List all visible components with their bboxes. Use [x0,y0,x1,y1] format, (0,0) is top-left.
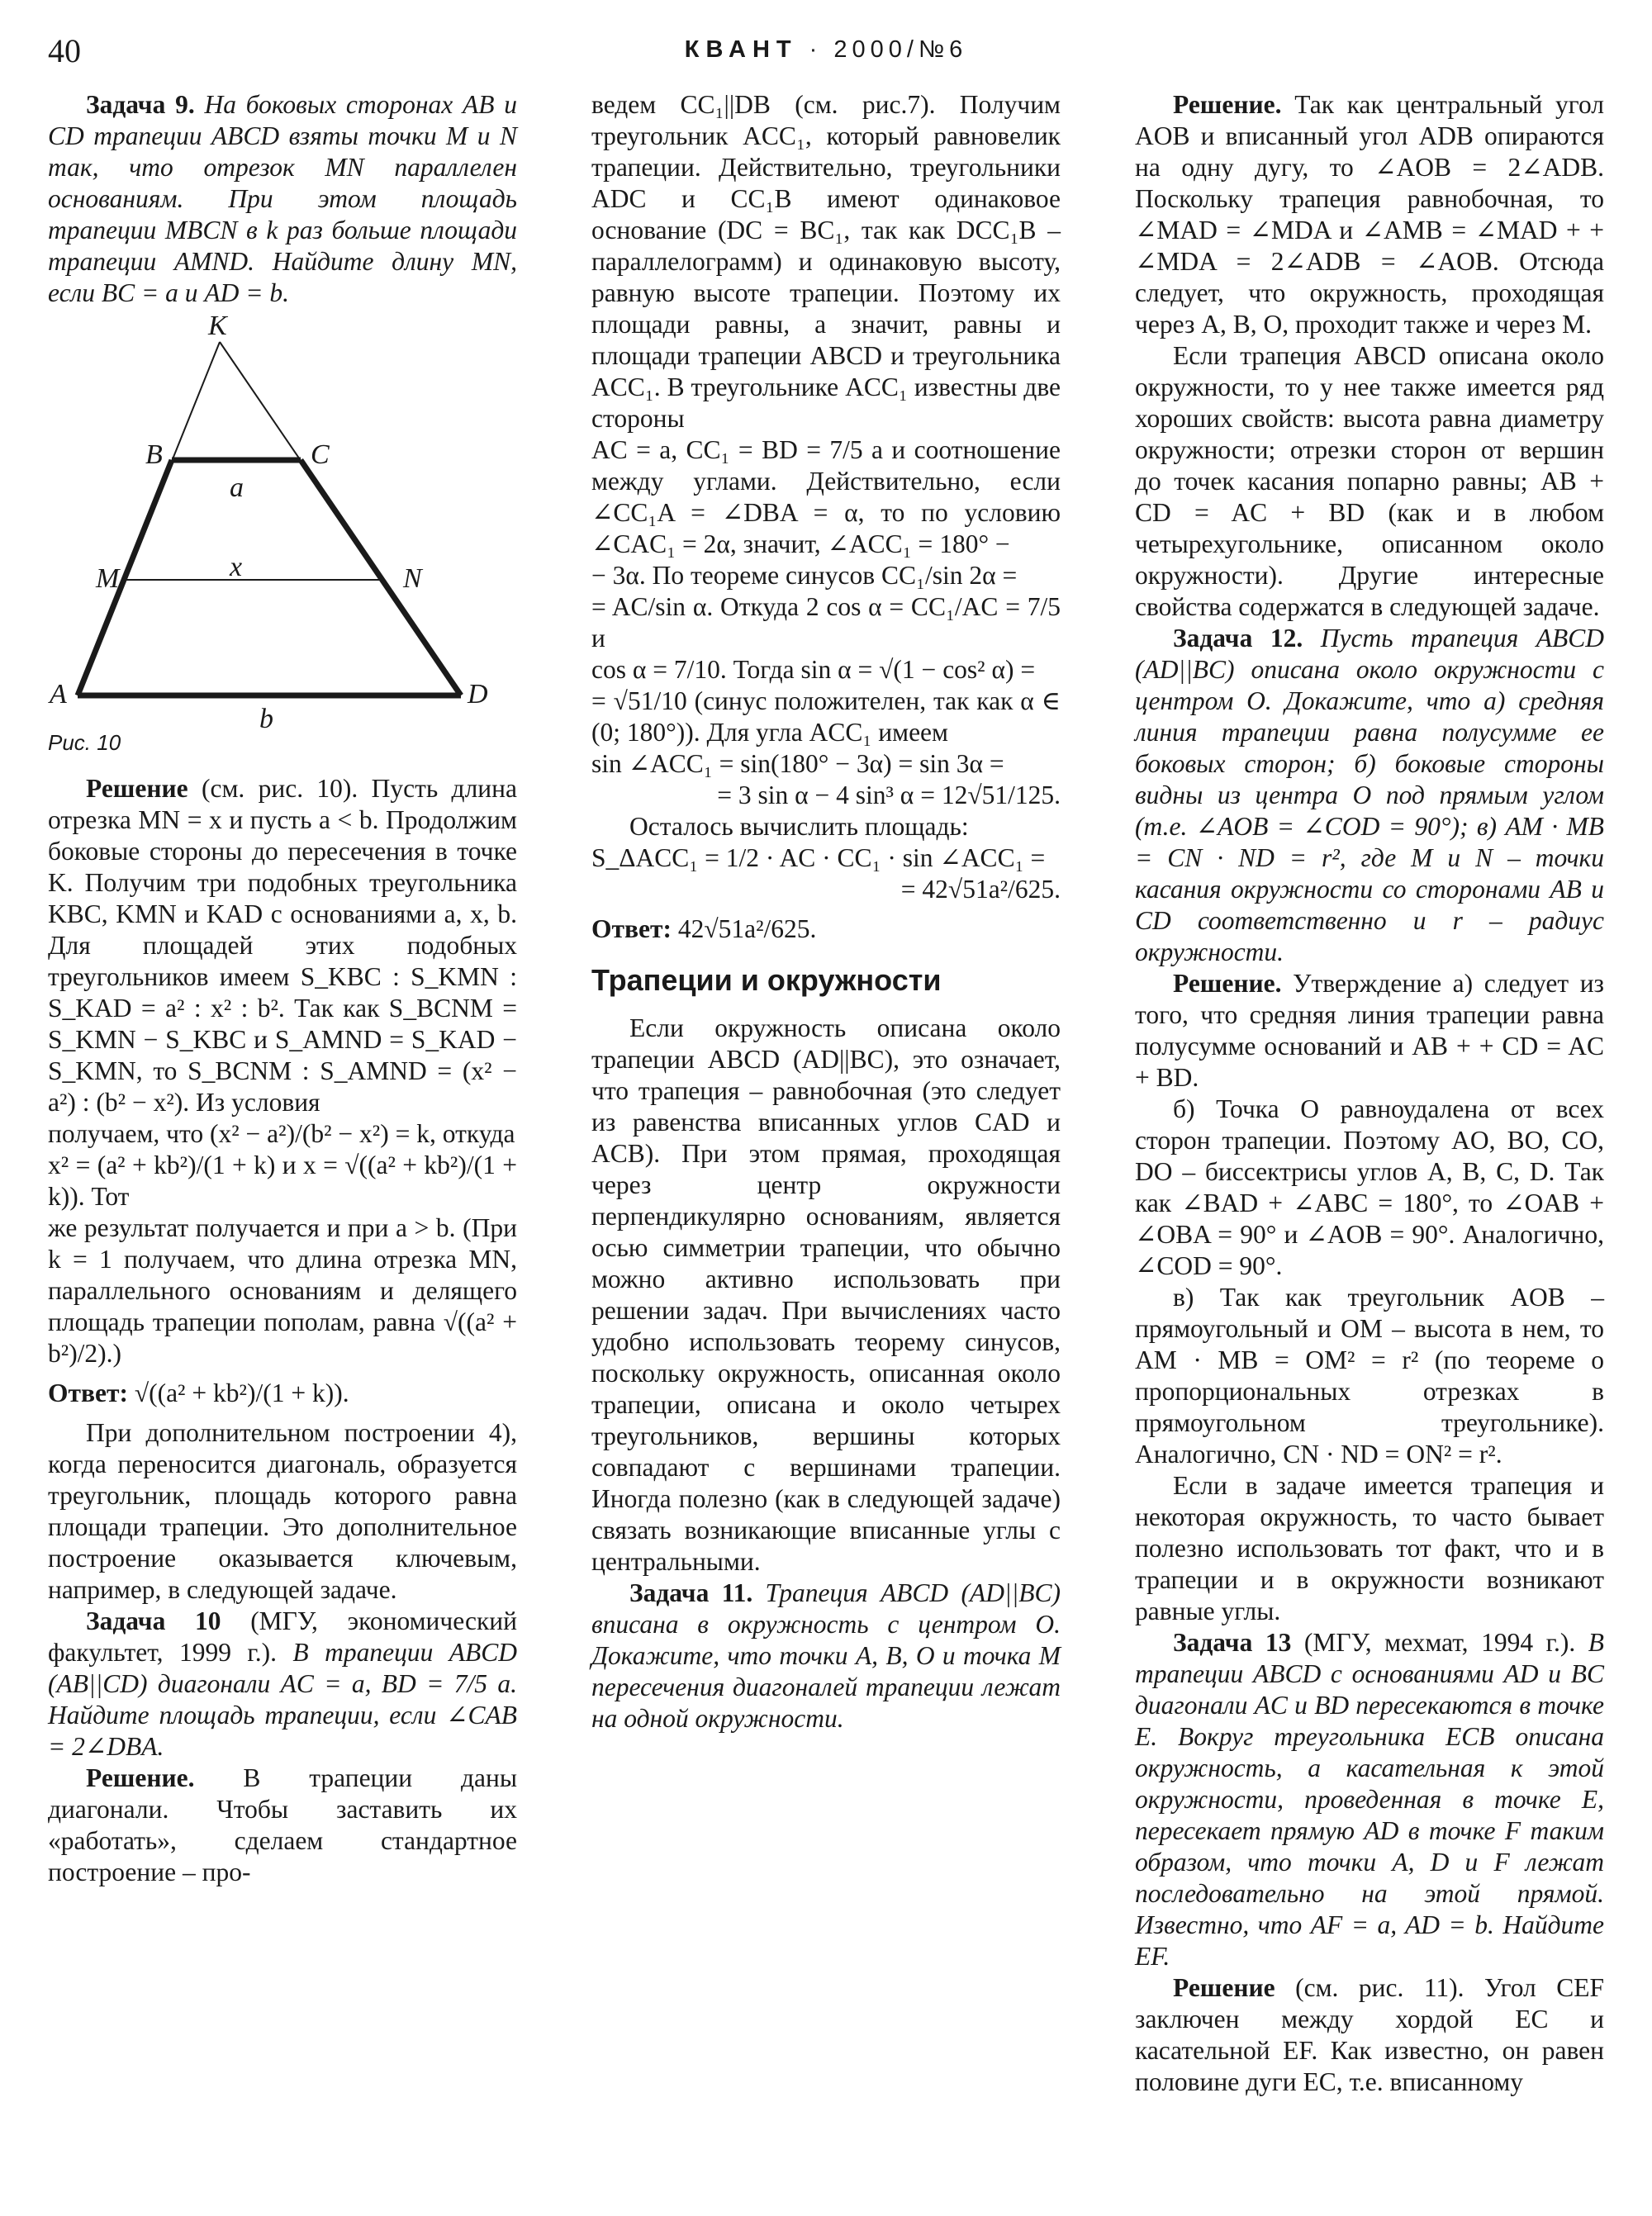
solution-12-b: б) Точка O равноудалена от всех сторон трапеции. Поэтому AO, BO, CO, DO – биссектрисы углов A, B, C, D. Так как ∠BAD + ∠ABC = 180°, то ∠OAB + ∠OBA = 90° и ∠AOB = 90°. Аналогично, ∠COD = 90°. [1135,1094,1604,1280]
problem-9-text: На боковых сторонах AB и CD трапеции ABCD взяты точки M и N так, что отрезок MN параллелен основаниям. При этом площадь трапеции MBCN в k раз больше площади трапеции AMND. Найдите длину MN, если BC = a и AD = b. [48,90,517,307]
answer-9-value: √((a² + kb²)/(1 + k)). [134,1378,349,1407]
label-n: N [403,563,422,594]
problem-13-lead: Задача 13 [1173,1628,1292,1657]
solution-11 [1135,89,1604,340]
col2-eq-sin3a: = 3 sin α − 4 sin³ α = 12√51/125. [717,781,1061,809]
problem-13-text: В трапеции ABCD с основаниями AD и BC диагонали AC и BD пересекаются в точке E. Вокруг треугольника ECB описана окружность, а касательная к этой окружности, проведенная в точке E, пересекает прямую AD в точке F таким образом, что точки A, D и F лежат последовательно на этой прямой. Известно, что AF = a, AD = b. Найдите EF. [1135,1628,1604,1971]
problem-12-text: Пусть трапеция ABCD (AD||BC) описана около окружности с центром O. Докажите, что а) средняя линия трапеции равна полусумме ее боковых сторон; б) боковые стороны видны из центра O под прямым углом (т.е. ∠AOB = ∠COD = 90°); в) AM · MB = CN · ND = r², где M и N – точки касания окружности со сторонами AB и CD соответственно и r – радиус окружности. [1135,624,1604,966]
solution-10-lead: Решение. [86,1763,195,1792]
figure-10 [48,311,517,762]
page-number: 40 [48,32,81,69]
problem-11 [591,1578,1061,1734]
answer-10-value: 42√51a²/625. [677,914,817,943]
problem-9-lead: Задача 9. [86,90,195,119]
solution-9 [48,773,517,1118]
col2-eq-area: S_ΔACC₁ = 1/2 · AC · CC₁ · sin ∠ACC₁ = [591,843,1046,872]
section-title: Трапеции и окружности [591,963,942,997]
problem-10-source: (МГУ, экономический факультет, 1999 г.). [48,1606,517,1667]
trapezoid-diagram [48,316,517,762]
solution-10-text: В трапеции даны диагонали. Чтобы заставить их «работать», сделаем стандартное построение – про- [48,1763,517,1886]
solution-12-c: в) Так как треугольник AOB – прямоугольный и OM – высота в нем, то AM · MB = OM² = r² (по теореме о пропорциональных отрезках в прямоугольном треугольнике). Аналогично, CN · ND = ON² = r². [1135,1283,1604,1469]
solution-13 [1135,1972,1604,2098]
answer-10 [591,913,1061,945]
problem-11-text: Трапеция ABCD (AD||BC) вписана в окружность с центром O. Докажите, что точки A, B, O и точка M пересечения диагоналей трапеции лежат на одной окружности. [591,1578,1061,1733]
section-intro: Если окружность описана около трапеции ABCD (AD||BC), это означает, что трапеция – равнобочная (это следует из равенства вписанных углов CAD и ACB). При этом прямая, проходящая через центр окружности перпендикулярно основаниям, является осью симметрии трапеции, что обычно можно активно использовать при решении задач. При вычислениях часто удобно использовать теорему синусов, поскольку окружность, описанная около трапеции, описана и около четырех треугольников, вершины которых совпадают с вершинами трапеции. Иногда полезно (как в следующей задаче) связать возникающие вписанные углы с центральными. [591,1013,1061,1576]
problem-13 [1135,1627,1604,1972]
problem-13-source: (МГУ, мехмат, 1994 г.). [1303,1628,1576,1657]
side-dc [301,460,461,695]
problem-10 [48,1606,517,1763]
col2-eq-sine-law: − 3α. По теореме синусов CC₁/sin 2α = [591,561,1018,590]
solution-11-lead: Решение. [1173,90,1282,119]
col2-text-1: ведем CC₁||DB (см. рис.7). Получим треугольник ACC₁, который равновелик трапеции. Действительно, треугольники ADC и CC₁B имеют одинаковое основание (DC = BC₁, так как DCC₁B – параллелограмм) и одинаковую высоту, равную высоте трапеции. Поэтому их площади равны, а значит, равны и площади трапеции ABCD и треугольника ACC₁. В треугольнике ACC₁ известны две стороны [591,90,1061,433]
col2-area-intro: Осталось вычислить площадь: [629,812,969,841]
equation-k: получаем, что (x² − a²)/(b² − x²) = k, откуда [48,1119,515,1148]
problem-9 [48,89,517,309]
solution-12-a-text: Утверждение а) следует из того, что средняя линия трапеции равна полусумме оснований и AB + + CD = AC + BD. [1135,969,1605,1092]
after-text: При дополнительном построении 4), когда переносится диагональ, образуется треугольник, площадь которого равна площади трапеции. Это дополнительное построение оказывается ключевым, например, в следующей задаче. [48,1418,517,1604]
column-1 [48,89,517,1888]
col2-eq-area-result: = 42√51a²/625. [900,875,1061,904]
problem-10-text: В трапеции ABCD (AB||CD) диагонали AC = a, BD = 7/5 a. Найдите площадь трапеции, если ∠CAB = 2∠DBA. [48,1638,517,1761]
label-b: B [145,439,163,470]
solution-9-text: (см. рис. 10). Пусть длина отрезка MN = x и пусть a < b. Продолжим боковые стороны до пересечения в точке K. Получим три подобных треугольника KBC, KMN и KAD с основаниями a, x, b. Для площадей этих подобных треугольников имеем S_KBC : S_KMN : S_KAD = a² : x² : b². Так как S_BCNM = S_KMN − S_KBC и S_AMND = S_KAD − S_KMN, то S_BCNM : S_AMND = (x² − a²) : (b² − x²). Из условия [48,774,518,1117]
solution-12-lead: Решение. [1173,969,1282,998]
equation-x: x² = (a² + kb²)/(1 + k) и x = √((a² + kb²)/(1 + k)). Тот [48,1151,517,1211]
label-a-vertex: A [50,679,67,709]
solution-9-lead: Решение [86,774,188,803]
col2-eq-sqrt51: = √51/10 (синус положителен, так как α ∈ (0; 180°)). Для угла ACC₁ имеем [591,686,1061,747]
label-x: x [230,552,243,582]
answer-9-lead: Ответ: [48,1378,128,1407]
col2-eq-sin-acc1: sin ∠ACC₁ = sin(180° − 3α) = sin 3α = [591,749,1004,778]
label-c: C [311,439,330,470]
problem-11-lead: Задача 11. [629,1578,753,1607]
solution-10 [48,1763,517,1888]
label-m: M [96,563,120,594]
problem-12 [1135,623,1604,968]
answer-10-lead: Ответ: [591,914,672,943]
after-12-text: Если в задаче имеется трапеция и некоторая окружность, то часто бывает полезно использовать тот факт, что и в трапеции и в окружности возникают равные углы. [1135,1471,1604,1625]
journal-title: КВАНТ [684,36,798,63]
same-result-text: же результат получается и при a > b. (При k = 1 получаем, что длина отрезка MN, параллельного основаниям и делящего площадь трапеции пополам, равна √((a² + b²)/2).) [48,1213,517,1368]
problem-10-lead: Задача 10 [86,1606,221,1635]
solution-13-text: (см. рис. 11). Угол CEF заключен между хордой EC и касательной EF. Как известно, он равен половине дуги EC, т.е. вписанному [1135,1973,1605,2096]
label-k: K [208,311,227,341]
problem-12-lead: Задача 12. [1173,624,1303,652]
col2-eq-cos: = AC/sin α. Откуда 2 cos α = CC₁/AC = 7/5 и [591,592,1061,652]
solution-12-a [1135,968,1604,1094]
running-head [0,36,1652,64]
issue-number: · 2000/№6 [809,36,968,63]
column-2 [591,89,1061,1734]
side-ab [78,460,172,695]
label-b-base: b [259,704,273,734]
column-3 [1135,89,1604,2098]
label-a-base: a [230,472,244,503]
solution-11-text: Так как центральный угол AOB и вписанный угол ADB опираются на одну дугу, то ∠AOB = 2∠ADB. Поскольку трапеция равнобочная, то ∠MAD = ∠MDA и ∠AMB = ∠MAD + + ∠MDA = 2∠ADB = ∠AOB. Отсюда следует, что окружность, проходящая через A, B, O, проходит также и через M. [1135,90,1604,339]
col2-text-2: AC = a, CC₁ = BD = 7/5 a и соотношение между углами. Действительно, если ∠CC₁A = ∠DBA = α, то по условию ∠CAC₁ = 2α, значит, ∠ACC₁ = 180° − [591,435,1061,558]
label-d: D [468,679,488,709]
described-trapezoid-text: Если трапеция ABCD описана около окружности, то у нее также имеется ряд хороших свойств: высота равна диаметру окружности; отрезки сторон от вершин до точек касания попарно равны; AB + CD = AC + BD (как и в любом четырехугольнике, описанном около окружности). Другие интересные свойства содержатся в следующей задаче. [1135,341,1604,621]
solution-13-lead: Решение [1173,1973,1275,2002]
answer-9 [48,1378,517,1409]
col2-eq-sin: cos α = 7/10. Тогда sin α = √(1 − cos² α) = [591,655,1036,684]
figure-caption: Рис. 10 [48,730,121,755]
